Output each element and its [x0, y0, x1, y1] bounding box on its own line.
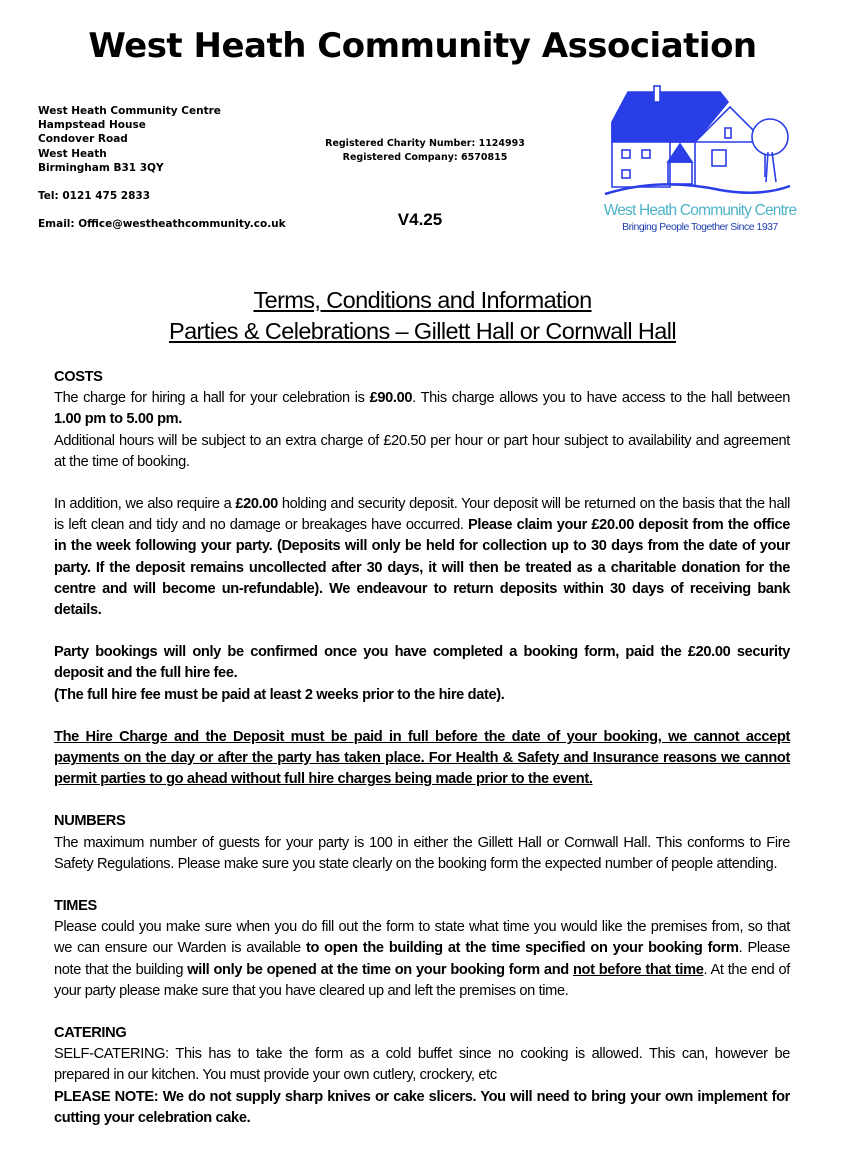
- registration-info: [310, 137, 540, 165]
- address-line: Condover Road: [38, 133, 128, 146]
- costs-paragraph-1: [54, 388, 790, 430]
- company-number: Registered Company: 6570815: [342, 152, 508, 163]
- logo-tagline: Bringing People Together Since 1937: [622, 221, 778, 233]
- text: to open the building at the time specified on your booking form: [305, 940, 739, 957]
- section-title-catering: CATERING: [54, 1025, 127, 1042]
- address-line: West Heath Community Centre: [38, 105, 221, 117]
- charity-number: Registered Charity Number: 1124993: [325, 138, 525, 149]
- text: . This charge allows you to have access to the hall between: [412, 390, 790, 407]
- hire-hours: 1.00 pm to 5.00 pm.: [54, 411, 182, 428]
- address-block: [38, 104, 286, 231]
- hire-price: £90.00: [369, 390, 413, 407]
- heading-line-1: Terms, Conditions and Information: [253, 287, 592, 313]
- costs-paragraph-4: Party bookings will only be confirmed once you have completed a booking form, paid the £20.00 security deposit and the full hire fee.: [54, 644, 790, 682]
- document-body: [54, 367, 790, 1129]
- section-title-numbers: NUMBERS: [54, 813, 126, 830]
- section-title-times: TIMES: [54, 898, 97, 915]
- text: will only be opened at the time on your booking form and: [187, 961, 573, 978]
- costs-paragraph-5: (The full hire fee must be paid at least 2 weeks prior to the hire date).: [54, 686, 505, 703]
- numbers-paragraph: The maximum number of guests for your party is 100 in either the Gillett Hall or Cornwall Hall. This conforms to Fire Safety Regulations. Please make sure you state clearly on the booking form the expected number of people attending.: [54, 834, 790, 872]
- address-line: Birmingham B31 3QY: [38, 161, 164, 174]
- costs-paragraph-6: The Hire Charge and the Deposit must be paid in full before the date of your booking, we cannot accept payments on the day or after the party has taken place. For Health & Safety and Insurance reasons we cannot permit parties to go ahead without full hire charges being made prior to the event.: [54, 728, 790, 788]
- address-line: West Heath: [38, 147, 107, 160]
- text: . Please note that the building: [54, 940, 791, 978]
- organisation-title: West Heath Community Association: [88, 26, 757, 66]
- costs-paragraph-3: [54, 494, 790, 621]
- text: not before that time: [572, 961, 704, 978]
- community-centre-logo: [600, 82, 800, 237]
- email: Email: Office@westheathcommunity.co.uk: [38, 218, 286, 231]
- text: In addition, we also require a: [54, 496, 236, 513]
- times-paragraph: [54, 917, 790, 1002]
- version-label: V4.25: [397, 210, 443, 229]
- document-heading: [0, 285, 845, 347]
- deposit-claim-notice: Please claim your £20.00 deposit from the office in the week following your party. (Deposits will only be held for collection up to 30 days from the date of your party. If the deposit remains uncollected after 30 days, it will then be treated as a charitable donation for the centre and will become un-refundable). We endeavour to return deposits within 30 days of receiving bank details.: [54, 517, 790, 619]
- logo-name: West Heath Community Centre: [603, 202, 797, 219]
- catering-paragraph-2: PLEASE NOTE: We do not supply sharp knives or cake slicers. You will need to bring your own implement for cutting your celebration cake.: [54, 1088, 790, 1126]
- deposit-amount: £20.00: [235, 496, 278, 513]
- text: The charge for hiring a hall for your celebration is: [54, 390, 370, 407]
- telephone: Tel: 0121 475 2833: [38, 190, 151, 203]
- section-title-costs: COSTS: [54, 369, 103, 385]
- building-illustration-icon: [600, 82, 800, 202]
- catering-paragraph-1: SELF-CATERING: This has to take the form as a cold buffet since no cooking is allowed. This can, however be prepared in our kitchen. You must provide your own cutlery, crockery, etc: [54, 1046, 790, 1084]
- costs-paragraph-2: Additional hours will be subject to an extra charge of £20.50 per hour or part hour subject to availability and agreement at the time of booking.: [54, 432, 790, 470]
- text: holding and security deposit. Your deposit will be returned on the basis that the hall is left clean and tidy and no damage or breakages have occurred.: [54, 496, 790, 534]
- text: Please could you make sure when you do fill out the form to state what time you would like the premises from, so that we can ensure our Warden is available: [54, 919, 790, 957]
- heading-line-2: Parties & Celebrations – Gillett Hall or Cornwall Hall: [169, 318, 676, 344]
- address-line: Hampstead House: [38, 119, 146, 132]
- text: . At the end of your party please make sure that you have cleared up and left the premises on time.: [54, 961, 790, 999]
